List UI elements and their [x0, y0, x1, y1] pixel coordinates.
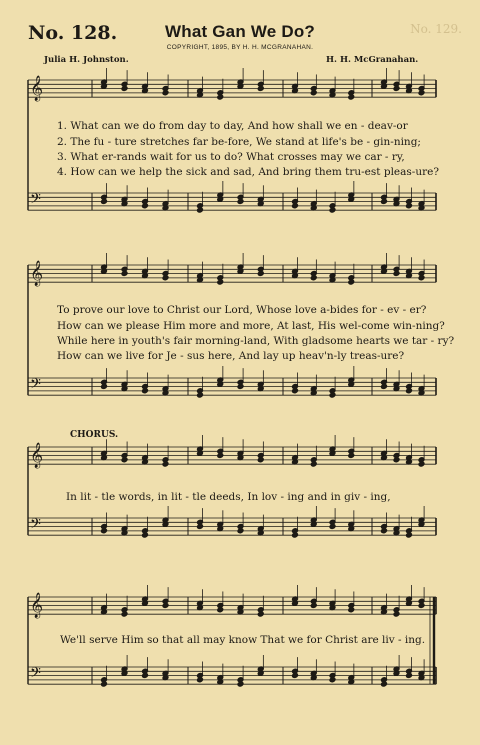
chorus-label: CHORUS.: [70, 430, 119, 440]
composer-credit: H. H. McGranahan.: [326, 55, 419, 65]
verse-4-line-1: 4. How can we help the sick and sad, And bring them tru-est pleas-ure?: [57, 166, 439, 178]
bass-clef: 𝄢: [30, 376, 41, 396]
treble-clef: 𝄞: [30, 593, 44, 618]
verse-3-line-1: 3. What er-rands wait for us to do? What crosses may we car - ry,: [57, 151, 405, 163]
verse-3-line-2: While here in youth's fair morning-land, With gladsome hearts we tar - ry?: [57, 335, 455, 347]
verse-1-line-1: 1. What can we do from day to day, And how shall we en - deav-or: [57, 120, 408, 132]
verse-1-line-2: To prove our love to Christ our Lord, Whose love a-bides for - ev - er?: [57, 304, 427, 316]
hymn-number: No. 128.: [28, 22, 118, 44]
bass-clef: 𝄢: [30, 516, 41, 536]
bass-clef: 𝄢: [30, 665, 41, 685]
lyricist-credit: Julia H. Johnston.: [44, 55, 129, 65]
verse-2-line-1: 2. The fu - ture stretches far be-fore, We stand at life's be - gin-ning;: [57, 136, 421, 148]
bass-clef: 𝄢: [30, 191, 41, 211]
treble-clef: 𝄞: [30, 443, 44, 468]
treble-clef: 𝄞: [30, 261, 44, 286]
chorus-line-2: We'll serve Him so that all may know That we for Christ are liv - ing.: [60, 634, 426, 646]
hymn-title: What Gan We Do?: [164, 22, 315, 41]
bleed-through-text: No. 129.: [410, 22, 462, 36]
copyright-notice: COPYRIGHT, 1895, BY H. H. MCGRANAHAN.: [166, 44, 314, 51]
verse-4-line-2: How can we live for Je - sus here, And lay up heav'n-ly treas-ure?: [57, 350, 405, 362]
treble-clef: 𝄞: [30, 76, 44, 101]
verse-2-line-2: How can we please Him more and more, At last, His wel-come win-ning?: [57, 320, 445, 332]
chorus-line-1: In lit - tle words, in lit - tle deeds, In lov - ing and in giv - ing,: [66, 491, 391, 503]
